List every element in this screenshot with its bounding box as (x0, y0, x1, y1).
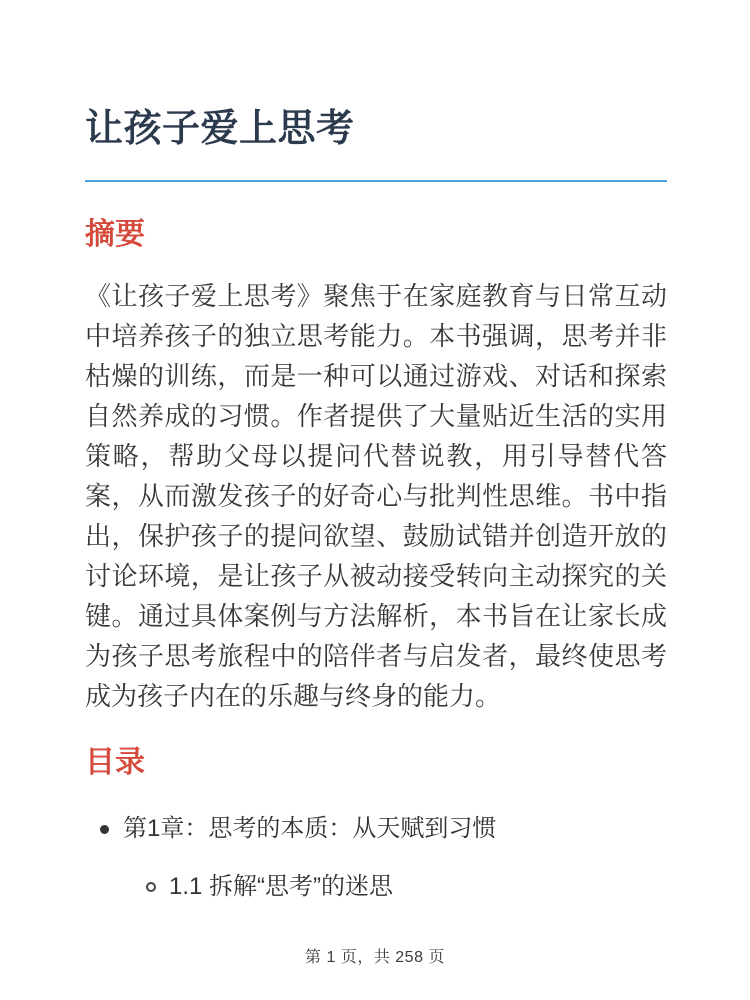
abstract-heading: 摘要 (85, 218, 145, 251)
document-title: 让孩子爱上思考 (85, 108, 355, 150)
bullet-circle-icon (146, 882, 156, 892)
toc-list (85, 814, 667, 902)
bullet-disc-icon (100, 825, 109, 834)
toc-item-section-1-1-label: 1.1 拆解“思考”的迷思 (169, 873, 394, 900)
toc-item-chapter-1-label: 第1章：思考的本质：从天赋到习惯 (123, 815, 497, 842)
toc-sublist-chapter-1 (123, 872, 667, 902)
toc-item-section-1-1 (123, 872, 667, 902)
page-footer: 第 1 页，共 258 页 (305, 949, 445, 966)
title-divider (85, 180, 667, 182)
abstract-paragraph: 《让孩子爱上思考》聚焦于在家庭教育与日常互动中培养孩子的独立思考能力。本书强调，思考并非枯燥的训练，而是一种可以通过游戏、对话和探索自然养成的习惯。作者提供了大量贴近生活的实用策略，帮助父母以提问代替说教，用引导替代答案，从而激发孩子的好奇心与批判性思维。书中指出，保护孩子的提问欲望、鼓励试错并创造开放的讨论环境，是让孩子从被动接受转向主动探究的关键。通过具体案例与方法解析，本书旨在让家长成为孩子思考旅程中的陪伴者与启发者，最终使思考成为孩子内在的乐趣与终身的能力。 (85, 281, 667, 711)
document-content (85, 0, 667, 902)
toc-heading: 目录 (85, 746, 145, 779)
toc-item-chapter-1 (85, 814, 667, 902)
